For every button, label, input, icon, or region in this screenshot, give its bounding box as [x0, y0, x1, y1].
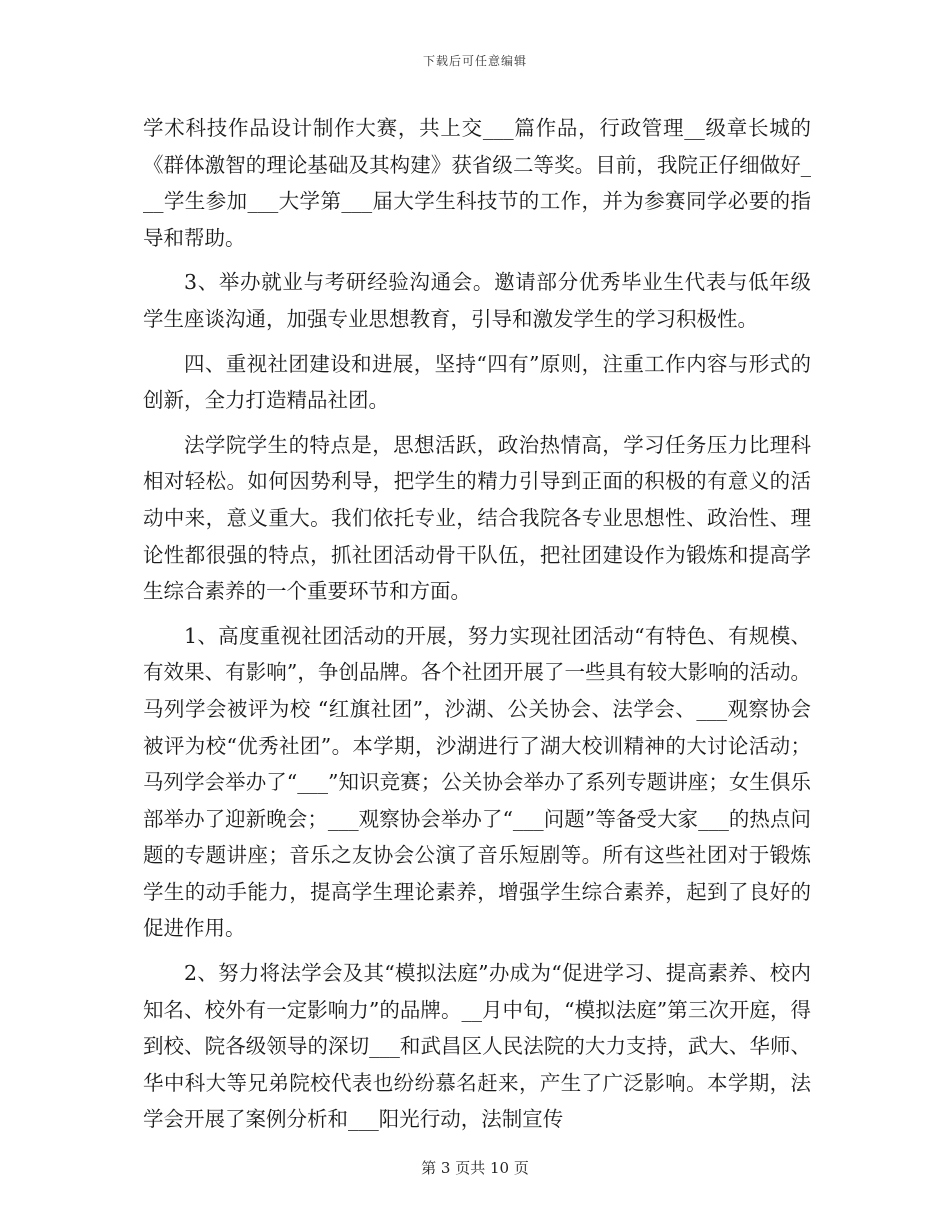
paragraph-1: 学术科技作品设计制作大赛，共上交___篇作品，行政管理__级章长城的《群体激智的理论基础及其构建》获省级二等奖。目前，我院正仔细做好___学生参加___大学第___届大学生科技节的工作，并为参赛同学必要的指导和帮助。 — [143, 116, 811, 250]
paragraph-6: 2、努力将法学会及其“模拟法庭”办成为“促进学习、提高素养、校内知名、校外有一定影响力”的品牌。__月中旬，“模拟法庭”第三次开庭，得到校、院各级领导的深切___和武昌区人民法院的大力支持，武大、华师、华中科大等兄弟院校代表也纷纷慕名赶来，产生了广泛影响。本学期，法学会开展了案例分析和___阳光行动，法制宣传 — [143, 961, 811, 1132]
paragraph-5: 1、高度重视社团活动的开展，努力实现社团活动“有特色、有规模、有效果、有影响”，争创品牌。各个社团开展了一些具有较大影响的活动。马列学会被评为校 “红旗社团”，沙湖、公关协会、法学会、___观察协会被评为校“优秀社团”。本学期，沙湖进行了湖大校训精神的大讨论活动；马列学会举办了“___”知识竞赛；公关协会举办了系列专题讲座；女生俱乐部举办了迎新晚会；___观察协会举办了“___问题”等备受大家___的热点问题的专题讲座；音乐之友协会公演了音乐短剧等。所有这些社团对于锻炼学生的动手能力，提高学生理论素养，增强学生综合素养，起到了良好的促进作用。 — [143, 623, 811, 941]
paragraph-4: 法学院学生的特点是，思想活跃，政治热情高，学习任务压力比理科相对轻松。如何因势利导，把学生的精力引导到正面的积极的有意义的活动中来，意义重大。我们依托专业，结合我院各专业思想性、政治性、理论性都很强的特点，抓社团活动骨干队伍，把社团建设作为锻炼和提高学生综合素养的一个重要环节和方面。 — [143, 432, 811, 604]
document-body — [143, 110, 811, 1146]
page-footer: 第 3 页共 10 页 — [421, 1159, 529, 1177]
paragraph-2: 3、举办就业与考研经验沟通会。邀请部分优秀毕业生代表与低年级学生座谈沟通，加强专业思想教育，引导和激发学生的学习积极性。 — [143, 270, 811, 331]
paragraph-3: 四、重视社团建设和进展，坚持“四有”原则，注重工作内容与形式的创新，全力打造精品社团。 — [143, 351, 811, 413]
page-header: 下载后可任意编辑 — [422, 54, 527, 68]
